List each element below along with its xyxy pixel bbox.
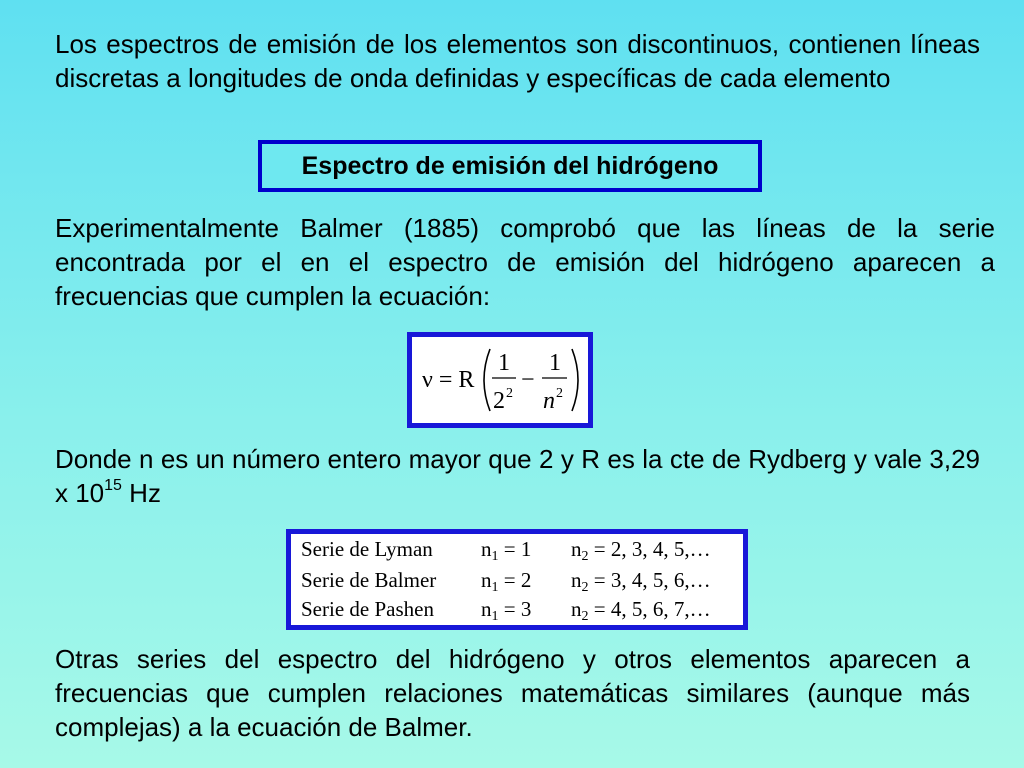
- rydberg-unit: Hz: [121, 478, 161, 508]
- series-name: Serie de Pashen: [301, 597, 434, 621]
- series-table: [286, 529, 748, 630]
- series-row: [291, 537, 743, 565]
- closing-paragraph: Otras series del espectro del hidrógeno y otros elementos aparecen a frecuencias que cumplen relaciones matemáticas similares (aunque más complejas) a la ecuación de Balmer.: [55, 644, 970, 742]
- fraction1-numerator: 1: [498, 350, 510, 376]
- left-paren: [484, 349, 490, 411]
- fraction1-denominator: 2: [493, 388, 505, 414]
- series-name: Serie de Balmer: [301, 568, 437, 592]
- fraction2-denominator: n: [543, 388, 555, 414]
- series-n1: $n_1 = 2$: [481, 568, 532, 595]
- balmer-paragraph: Experimentalmente Balmer (1885) comprobó que las líneas de la serie encontrada por el en el espectro de emisión del hidrógeno aparecen a frecuencias que cumplen la ecuación:: [55, 213, 995, 311]
- series-n1: $n_1 = 3$: [481, 597, 532, 624]
- fraction1-exponent: 2: [506, 386, 513, 401]
- series-n2: $n_2 = 4$, 5, 6, 7,…: [571, 597, 711, 624]
- balmer-equation: [407, 332, 593, 428]
- rydberg-text: Donde n es un número entero mayor que 2 y R es la cte de Rydberg y vale 3,29 x 10: [55, 444, 980, 508]
- right-paren: [572, 349, 578, 411]
- section-title: Espectro de emisión del hidrógeno: [301, 151, 719, 180]
- series-n2: $n_2 = 2$, 3, 4, 5,…: [571, 537, 711, 564]
- series-row: [291, 568, 743, 596]
- fraction2-exponent: 2: [556, 386, 563, 401]
- series-row: [291, 597, 743, 625]
- rydberg-exponent: 15: [104, 477, 122, 495]
- section-title-box: [258, 140, 762, 192]
- equation-lhs: ν = R: [422, 367, 475, 393]
- series-n1: $n_1 = 1$: [481, 537, 532, 564]
- intro-paragraph: Los espectros de emisión de los elementos son discontinuos, contienen líneas discretas a longitudes de onda definidas y específicas de cada elemento: [55, 29, 980, 93]
- rydberg-paragraph: [55, 442, 980, 510]
- series-n2: $n_2 = 3$, 4, 5, 6,…: [571, 568, 711, 595]
- fraction2-numerator: 1: [549, 350, 561, 376]
- series-name: Serie de Lyman: [301, 537, 433, 561]
- minus-sign: −: [521, 367, 535, 393]
